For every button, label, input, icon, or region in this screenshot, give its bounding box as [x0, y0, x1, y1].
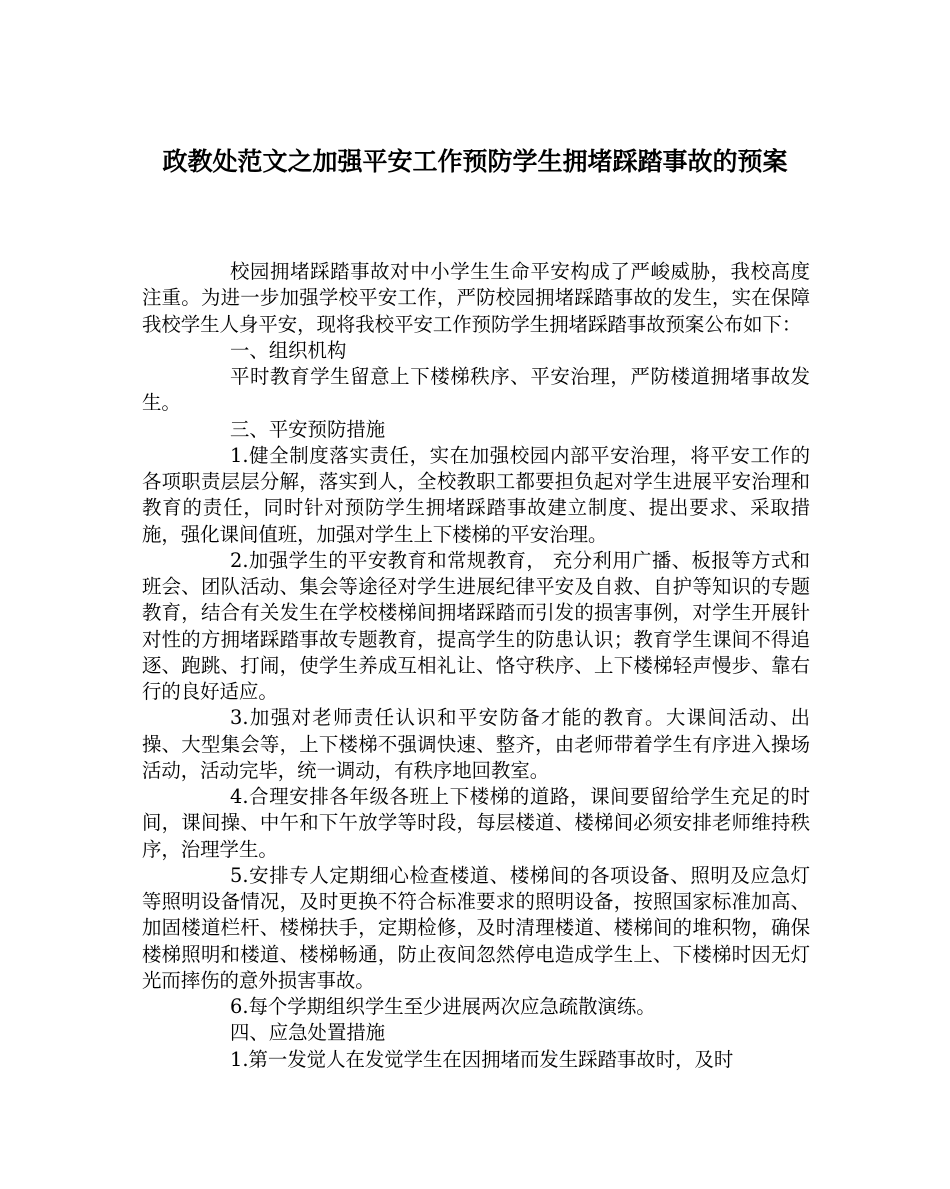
- measure-item-1: 1.健全制度落实责任，实在加强校园内部平安治理，将平安工作的各项职责层层分解，落实到人，全校教职工都要担负起对学生进展平安治理和教育的责任，同时针对预防学生拥堵踩踏事故建立制度、提出要求、采取措施，强化课间值班，加强对学生上下楼梯的平安治理。: [142, 443, 810, 546]
- measure-item-6: 6.每个学期组织学生至少进展两次应急疏散演练。: [230, 995, 656, 1018]
- body-paragraph: 平时教育学生留意上下楼梯秩序、平安治理，严防楼道拥堵事故发生。: [142, 365, 810, 415]
- intro-paragraph: 校园拥堵踩踏事故对中小学生生命平安构成了严峻威胁，我校高度注重。为进一步加强学校平安工作，严防校园拥堵踩踏事故的发生，实在保障我校学生人身平安，现将我校平安工作预防学生拥堵踩踏事故预案公布如下：: [142, 260, 810, 336]
- section-heading-prevention: 三、平安预防措施: [230, 417, 386, 441]
- section-heading-organization: 一、组织机构: [230, 338, 347, 362]
- measure-item-3: 3.加强对老师责任认识和平安防备才能的教育。大课间活动、出操、大型集会等，上下楼梯不强调快速、整齐，由老师带着学生有序进入操场活动，活动完毕，统一调动，有秩序地回教室。: [142, 706, 810, 782]
- measure-item-2: 2.加强学生的平安教育和常规教育， 充分利用广播、板报等方式和班会、团队活动、集会等途径对学生进展纪律平安及自救、自护等知识的专题教育，结合有关发生在学校楼梯间拥堵踩踏而引发的损害事例，对学生开展针对性的方拥堵踩踏事故专题教育，提高学生的防患认识；教育学生课间不得追逐、跑跳、打闹，使学生养成互相礼让、恪守秩序、上下楼梯轻声慢步、靠右行的良好适应。: [142, 548, 810, 703]
- measure-item-4: 4.合理安排各年级各班上下楼梯的道路，课间要留给学生充足的时间，课间操、中午和下午放学等时段，每层楼道、楼梯间必须安排老师维持秩序，治理学生。: [142, 785, 810, 861]
- document-title: 政教处范文之加强平安工作预防学生拥堵踩踏事故的预案: [162, 147, 788, 176]
- measure-item-5: 5.安排专人定期细心检查楼道、楼梯间的各项设备、照明及应急灯等照明设备情况，及时更换不符合标准要求的照明设备，按照国家标准加高、加固楼道栏杆、楼梯扶手，定期检修，及时清理楼道、楼梯间的堆积物，确保楼梯照明和楼道、楼梯畅通，防止夜间忽然停电造成学生上、下楼梯时因无灯光而摔伤的意外损害事故。: [142, 863, 810, 992]
- emergency-item-1: 1.第一发觉人在发觉学生在因拥堵而发生踩踏事故时，及时: [230, 1047, 734, 1071]
- document-body: [142, 259, 810, 1073]
- section-heading-emergency: 四、应急处置措施: [230, 1021, 386, 1045]
